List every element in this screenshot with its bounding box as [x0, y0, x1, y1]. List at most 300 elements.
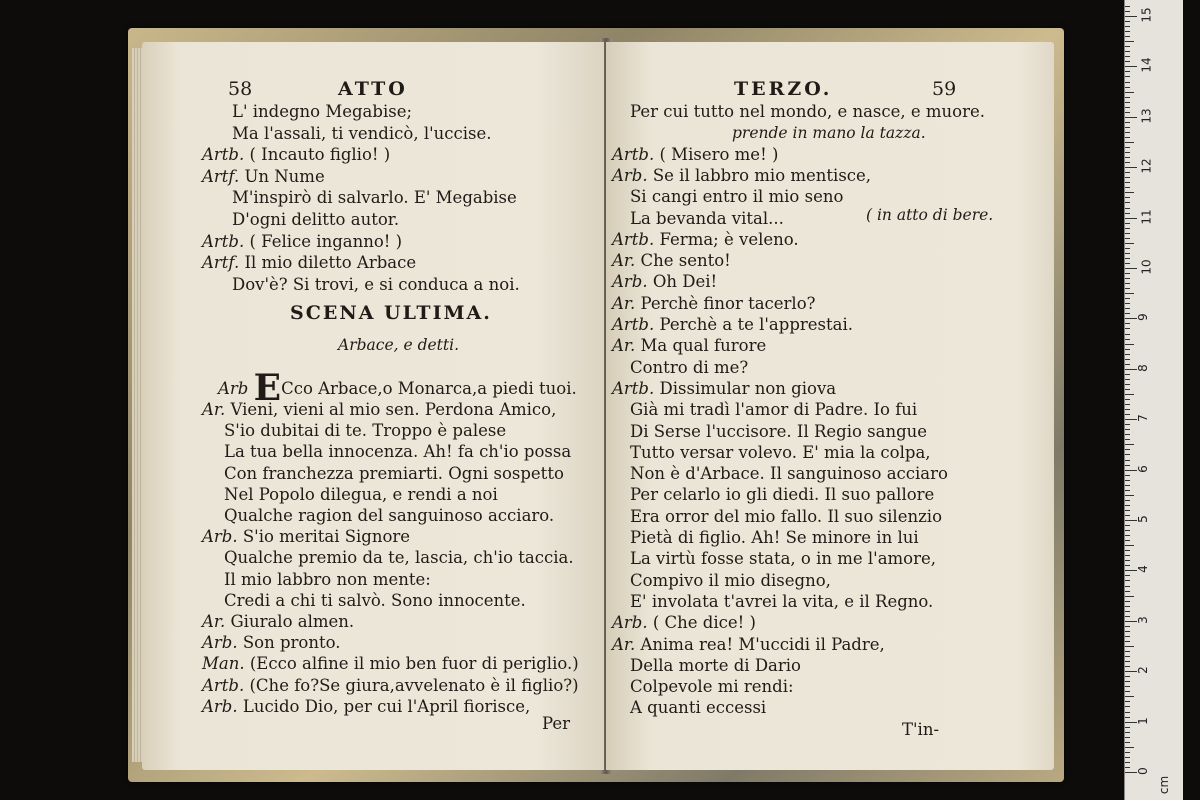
ruler-tick: [1125, 102, 1130, 103]
line-text: La bevanda vital...: [630, 208, 784, 228]
ruler-tick: [1125, 505, 1130, 506]
ruler-tick: [1125, 485, 1130, 486]
ruler-tick: [1125, 253, 1130, 254]
ruler-tick: [1125, 197, 1130, 198]
speaker-label: Arb.: [612, 272, 653, 292]
speaker-label: Arb.: [612, 613, 653, 633]
drop-cap-line: [218, 367, 577, 409]
ruler-tick: [1125, 308, 1130, 309]
text-line: [202, 167, 325, 187]
text-line: [630, 571, 831, 591]
text-line: [224, 570, 431, 590]
text-line: [630, 209, 784, 229]
ruler-tick: [1125, 223, 1130, 224]
ruler-tick: [1125, 213, 1130, 214]
ruler-tick: [1125, 545, 1134, 546]
ruler-tick: [1125, 651, 1130, 652]
line-text: Con franchezza premiarti. Ogni sospetto: [224, 463, 564, 483]
speaker-label: Artb.: [612, 229, 660, 249]
line-text: Giuralo almen.: [230, 612, 355, 631]
ruler-number: 7: [1135, 414, 1150, 423]
line-text: Già mi tradì l'amor di Padre. Io fui: [630, 400, 918, 420]
line-text: Anima rea! M'uccidi il Padre,: [640, 634, 885, 654]
ruler-tick: [1125, 389, 1130, 390]
text-line: [202, 676, 579, 696]
line-text: Lucido Dio, per cui l'April fiorisce,: [242, 696, 531, 716]
line-text: Ma qual furore: [640, 336, 767, 356]
line-text: ( Felice inganno! ): [249, 231, 403, 251]
line-text: Cco Arbace,o Monarca,a piedi tuoi.: [281, 379, 577, 398]
inline-stage-direction: ( in atto di bere.: [866, 206, 994, 224]
ruler-tick: [1125, 278, 1130, 279]
ruler-tick: [1125, 465, 1130, 466]
ruler-tick: [1125, 480, 1130, 481]
line-text: Tutto versar volevo. E' mia la colpa,: [630, 442, 931, 462]
text-line: [202, 633, 341, 653]
line-text: ( Che dice! ): [652, 613, 756, 633]
ruler-tick: [1125, 409, 1130, 410]
speaker-label: Ar.: [202, 400, 231, 419]
ruler-tick: [1125, 374, 1130, 375]
ruler-number: 6: [1135, 464, 1150, 473]
line-text: Di Serse l'uccisore. Il Regio sangue: [630, 421, 928, 441]
measuring-ruler: [1124, 0, 1183, 800]
ruler-tick: [1125, 233, 1130, 234]
text-line: [202, 527, 410, 547]
speaker-label: Ar.: [612, 634, 641, 654]
ruler-tick: [1125, 611, 1130, 612]
text-line: [224, 421, 506, 441]
line-text: Un Nume: [244, 166, 325, 186]
ruler-tick: [1125, 510, 1130, 511]
ruler-tick: [1125, 575, 1130, 576]
ruler-tick: [1125, 656, 1130, 657]
ruler-tick: [1125, 399, 1130, 400]
ruler-tick: [1125, 616, 1130, 617]
text-line: [612, 294, 816, 314]
ruler-tick: [1125, 762, 1130, 763]
line-text: Vieni, vieni al mio sen. Perdona Amico,: [230, 400, 557, 419]
line-text: Il mio labbro non mente:: [224, 569, 431, 589]
ruler-tick: [1125, 727, 1130, 728]
ruler-tick: [1125, 238, 1130, 239]
ruler-tick: [1125, 31, 1130, 32]
ruler-tick: [1125, 76, 1130, 77]
ruler-tick: [1125, 152, 1130, 153]
text-line: [630, 677, 794, 697]
ruler-tick: [1125, 157, 1130, 158]
speaker-label: Arb.: [202, 633, 243, 653]
ruler-tick: [1125, 631, 1130, 632]
ruler-number: 10: [1139, 259, 1154, 275]
ruler-tick: [1125, 666, 1130, 667]
line-text: Perchè finor tacerlo?: [640, 293, 816, 313]
ruler-tick: [1125, 127, 1130, 128]
ruler-tick: [1125, 293, 1134, 294]
ruler-number: 8: [1135, 363, 1150, 372]
line-text: Colpevole mi rendi:: [630, 677, 794, 697]
ruler-number: 2: [1135, 666, 1150, 675]
ruler-tick: [1125, 454, 1130, 455]
line-text: Per cui tutto nel mondo, e nasce, e muore.: [630, 102, 985, 121]
ruler-tick: [1125, 187, 1130, 188]
line-text: Era orror del mio fallo. Il suo silenzio: [630, 506, 943, 526]
ruler-tick: [1125, 586, 1130, 587]
ruler-tick: [1125, 434, 1130, 435]
ruler-tick: [1125, 530, 1130, 531]
ruler-tick: [1125, 495, 1134, 496]
ruler-tick: [1125, 258, 1130, 259]
line-text: S'io dubitai di te. Troppo è palese: [224, 421, 507, 441]
text-line: [232, 102, 412, 122]
ruler-tick: [1125, 36, 1130, 37]
ruler-tick: [1125, 414, 1130, 415]
ruler-tick: [1125, 132, 1130, 133]
text-line: [202, 697, 530, 717]
text-line: [232, 188, 517, 208]
text-line: [202, 253, 416, 273]
ruler-tick: [1125, 46, 1130, 47]
ruler-tick: [1125, 177, 1130, 178]
ruler-tick: [1125, 41, 1134, 42]
ruler-tick: [1125, 747, 1134, 748]
text-line: [224, 485, 498, 505]
speaker-label: Artb.: [202, 675, 250, 695]
speaker-label: Artb.: [612, 378, 660, 398]
line-text: Se il labbro mio mentisce,: [652, 165, 872, 185]
ruler-number: 15: [1139, 7, 1154, 23]
ruler-tick: [1125, 323, 1130, 324]
text-line: [630, 528, 919, 548]
ruler-tick: [1125, 661, 1130, 662]
speaker-label: Ar.: [202, 612, 231, 631]
line-text: S'io meritai Signore: [242, 527, 411, 547]
ruler-tick: [1125, 626, 1130, 627]
ruler-tick: [1125, 122, 1130, 123]
line-text: Perchè a te l'apprestai.: [659, 315, 853, 334]
ruler-number: 12: [1139, 158, 1154, 174]
speaker-label: Artb.: [612, 315, 660, 334]
ruler-tick: [1125, 555, 1130, 556]
text-line: [630, 592, 933, 612]
ruler-tick: [1125, 580, 1130, 581]
ruler-tick: [1125, 691, 1130, 692]
left-page: [142, 42, 604, 770]
text-line: [232, 275, 520, 295]
ruler-tick: [1125, 147, 1130, 148]
ruler-tick: [1125, 681, 1130, 682]
text-line: [732, 123, 926, 143]
text-line: [202, 654, 579, 674]
ruler-tick: [1125, 424, 1130, 425]
ruler-tick: [1125, 752, 1130, 753]
text-line: [612, 251, 731, 271]
ruler-tick: [1125, 167, 1137, 168]
ruler-tick: [1125, 339, 1130, 340]
ruler-tick: [1125, 636, 1130, 637]
speaker-label: Ar.: [612, 293, 641, 313]
ruler-tick: [1125, 641, 1130, 642]
ruler-number: 1: [1135, 716, 1150, 725]
line-text: Qualche ragion del sanguinoso acciaro.: [224, 506, 555, 525]
ruler-tick: [1125, 404, 1130, 405]
line-text: Qualche premio da te, lascia, ch'io taccia.: [224, 548, 574, 568]
line-text: Dov'è? Si trovi, e si conduca a noi.: [232, 274, 520, 294]
line-text: E' involata t'avrei la vita, e il Regno.: [630, 591, 934, 611]
ruler-tick: [1125, 349, 1130, 350]
left-page-number: 58: [228, 78, 253, 100]
ruler-tick: [1125, 137, 1130, 138]
text-line: [612, 145, 778, 165]
ruler-tick: [1125, 162, 1130, 163]
ruler-tick: [1125, 298, 1130, 299]
ruler-tick: [1125, 449, 1130, 450]
ruler-unit: cm: [1157, 775, 1172, 795]
line-text: Pietà di figlio. Ah! Se minore in lui: [630, 528, 919, 547]
text-line: [630, 656, 801, 676]
text-line: [232, 124, 492, 144]
speaker-label: Arb.: [202, 696, 243, 716]
ruler-tick: [1125, 208, 1130, 209]
ruler-tick: [1125, 71, 1130, 72]
ruler-tick: [1125, 6, 1130, 7]
right-page: [606, 42, 1054, 770]
line-text: Della morte di Dario: [630, 655, 801, 675]
speaker-label: Artb.: [202, 145, 250, 165]
text-line: [232, 210, 399, 230]
line-text: D'ogni delitto autor.: [232, 210, 400, 229]
line-text: La virtù fosse stata, o in me l'amore,: [630, 549, 937, 569]
ruler-tick: [1125, 142, 1134, 143]
text-line: [612, 613, 756, 633]
ruler-tick: [1125, 742, 1130, 743]
ruler-tick: [1125, 490, 1130, 491]
line-text: Contro di me?: [630, 357, 749, 377]
ruler-tick: [1125, 475, 1130, 476]
text-line: [202, 145, 390, 165]
ruler-number: 11: [1139, 208, 1154, 225]
ruler-tick: [1125, 646, 1134, 647]
speaker-label: Arb.: [202, 527, 243, 547]
ruler-tick: [1125, 248, 1130, 249]
ruler-tick: [1125, 61, 1130, 62]
line-text: (Che fo?Se giura,avvelenato è il figlio?): [249, 675, 579, 695]
ruler-tick: [1125, 717, 1130, 718]
line-text: A quanti eccessi: [630, 698, 767, 718]
speaker-label: Artb.: [202, 231, 250, 251]
scene-persons: Arbace, e detti.: [338, 336, 460, 354]
speaker-label: Man.: [202, 654, 250, 674]
line-text: L' indegno Megabise;: [232, 102, 413, 121]
ruler-tick: [1125, 354, 1130, 355]
ruler-tick: [1125, 87, 1130, 88]
ruler-number: 5: [1135, 515, 1150, 523]
ruler-tick: [1125, 515, 1130, 516]
ruler-tick: [1125, 686, 1130, 687]
ruler-tick: [1125, 525, 1130, 526]
text-line: [612, 379, 836, 399]
text-line: [630, 464, 948, 484]
speaker-label: Ar.: [612, 336, 641, 356]
ruler-tick: [1125, 591, 1130, 592]
right-catchword: T'in-: [902, 720, 940, 739]
ruler-tick: [1125, 737, 1130, 738]
ruler-tick: [1125, 601, 1130, 602]
line-text: Per celarlo io gli diedi. Il suo pallore: [630, 485, 935, 505]
text-line: [630, 358, 748, 378]
ruler-tick: [1125, 535, 1130, 536]
line-text: Il mio diletto Arbace: [244, 253, 417, 273]
speaker-label: Arb.: [612, 165, 653, 185]
ruler-tick: [1125, 460, 1130, 461]
ruler-tick: [1125, 550, 1130, 551]
ruler-tick: [1125, 97, 1130, 98]
left-catchword: Per: [542, 714, 571, 733]
text-line: [630, 549, 936, 569]
ruler-tick: [1125, 218, 1137, 219]
ruler-tick: [1125, 202, 1130, 203]
ruler-tick: [1125, 701, 1130, 702]
ruler-tick: [1125, 283, 1130, 284]
ruler-number: 14: [1139, 57, 1154, 74]
line-text: Compivo il mio disegno,: [630, 570, 831, 590]
ruler-tick: [1125, 732, 1130, 733]
speaker-label: Artf.: [202, 166, 245, 186]
ruler-tick: [1125, 16, 1137, 17]
ruler-tick: [1125, 439, 1130, 440]
text-line: [612, 315, 853, 335]
ruler-tick: [1125, 379, 1130, 380]
line-text: Che sento!: [640, 251, 731, 271]
ruler-tick: [1125, 676, 1130, 677]
ruler-tick: [1125, 344, 1134, 345]
line-text: Son pronto.: [242, 633, 341, 653]
text-line: [630, 485, 934, 505]
text-line: [202, 400, 556, 420]
ruler-tick: [1125, 394, 1134, 395]
speaker-label: Arb: [218, 379, 249, 398]
text-line: [630, 698, 766, 718]
ruler-tick: [1125, 107, 1130, 108]
drop-cap: E: [253, 367, 282, 409]
ruler-tick: [1125, 172, 1130, 173]
text-line: [630, 443, 931, 463]
line-text: prende in mano la tazza.: [732, 124, 926, 143]
text-line: [630, 507, 942, 527]
speaker-label: Ar.: [612, 251, 641, 271]
ruler-tick: [1125, 263, 1130, 264]
ruler-tick: [1125, 540, 1130, 541]
line-text: Non è d'Arbace. Il sanguinoso acciaro: [630, 464, 948, 484]
open-book: [128, 28, 1064, 782]
line-text: (Ecco alfine il mio ben fuor di periglio.): [249, 654, 579, 674]
text-line: [224, 506, 554, 526]
ruler-tick: [1125, 712, 1130, 713]
text-line: [630, 102, 985, 122]
ruler-tick: [1125, 66, 1137, 67]
ruler-tick: [1125, 384, 1130, 385]
ruler-tick: [1125, 243, 1134, 244]
line-text: ( Incauto figlio! ): [249, 145, 391, 165]
ruler-tick: [1125, 117, 1137, 118]
ruler-tick: [1125, 303, 1130, 304]
ruler-tick: [1125, 364, 1130, 365]
line-text: M'inspirò di salvarlo. E' Megabise: [232, 188, 517, 208]
line-text: Oh Dei!: [652, 272, 718, 292]
ruler-tick: [1125, 112, 1130, 113]
right-page-number: 59: [932, 78, 957, 100]
ruler-tick: [1125, 606, 1130, 607]
ruler-number: 3: [1135, 615, 1150, 624]
ruler-number: 0: [1135, 767, 1150, 775]
speaker-label: Artb.: [612, 144, 660, 164]
text-line: [630, 422, 927, 442]
ruler-tick: [1125, 51, 1130, 52]
ruler-tick: [1125, 429, 1130, 430]
line-text: Dissimular non giova: [659, 378, 837, 398]
ruler-tick: [1125, 182, 1130, 183]
ruler-tick: [1125, 11, 1130, 12]
ruler-tick: [1125, 313, 1130, 314]
line-text: Ferma; è veleno.: [659, 229, 799, 249]
text-line: [224, 442, 571, 462]
ruler-tick: [1125, 565, 1130, 566]
ruler-tick: [1125, 21, 1130, 22]
ruler-number: 13: [1139, 108, 1154, 124]
ruler-tick: [1125, 757, 1130, 758]
line-text: Nel Popolo dilegua, e rendi a noi: [224, 484, 498, 504]
ruler-tick: [1125, 696, 1134, 697]
ruler-tick: [1125, 273, 1130, 274]
ruler-number: 4: [1135, 565, 1150, 574]
ruler-tick: [1125, 228, 1130, 229]
text-line: [612, 336, 766, 356]
text-line: [612, 272, 717, 292]
ruler-number: 9: [1135, 313, 1150, 322]
ruler-tick: [1125, 359, 1130, 360]
ruler-tick: [1125, 26, 1130, 27]
ruler-tick: [1125, 560, 1130, 561]
ruler-tick: [1125, 92, 1134, 93]
speaker-label: Artf.: [202, 253, 245, 273]
ruler-tick: [1125, 82, 1130, 83]
ruler-tick: [1125, 268, 1137, 269]
ruler-tick: [1125, 334, 1130, 335]
text-line: [202, 612, 354, 632]
ruler-tick: [1125, 767, 1130, 768]
text-line: [224, 591, 526, 611]
text-line: [612, 635, 885, 655]
line-text: Si cangi entro il mio seno: [630, 187, 844, 207]
line-text: La tua bella innocenza. Ah! fa ch'io possa: [224, 442, 572, 462]
line-text: ( Misero me! ): [659, 144, 779, 164]
text-line: [630, 187, 843, 207]
right-running-head: TERZO.: [734, 78, 833, 100]
left-running-head: ATTO: [338, 78, 408, 100]
ruler-tick: [1125, 706, 1130, 707]
scene-title: SCENA ULTIMA.: [290, 302, 492, 324]
text-line: [224, 464, 564, 484]
ruler-tick: [1125, 500, 1130, 501]
text-line: [224, 548, 574, 568]
text-line: [630, 400, 917, 420]
ruler-tick: [1125, 328, 1130, 329]
ruler-tick: [1125, 444, 1134, 445]
text-line: [612, 166, 871, 186]
ruler-tick: [1125, 288, 1130, 289]
line-text: Ma l'assali, ti vendicò, l'uccise.: [232, 123, 492, 143]
line-text: Credi a chi ti salvò. Sono innocente.: [224, 590, 526, 610]
